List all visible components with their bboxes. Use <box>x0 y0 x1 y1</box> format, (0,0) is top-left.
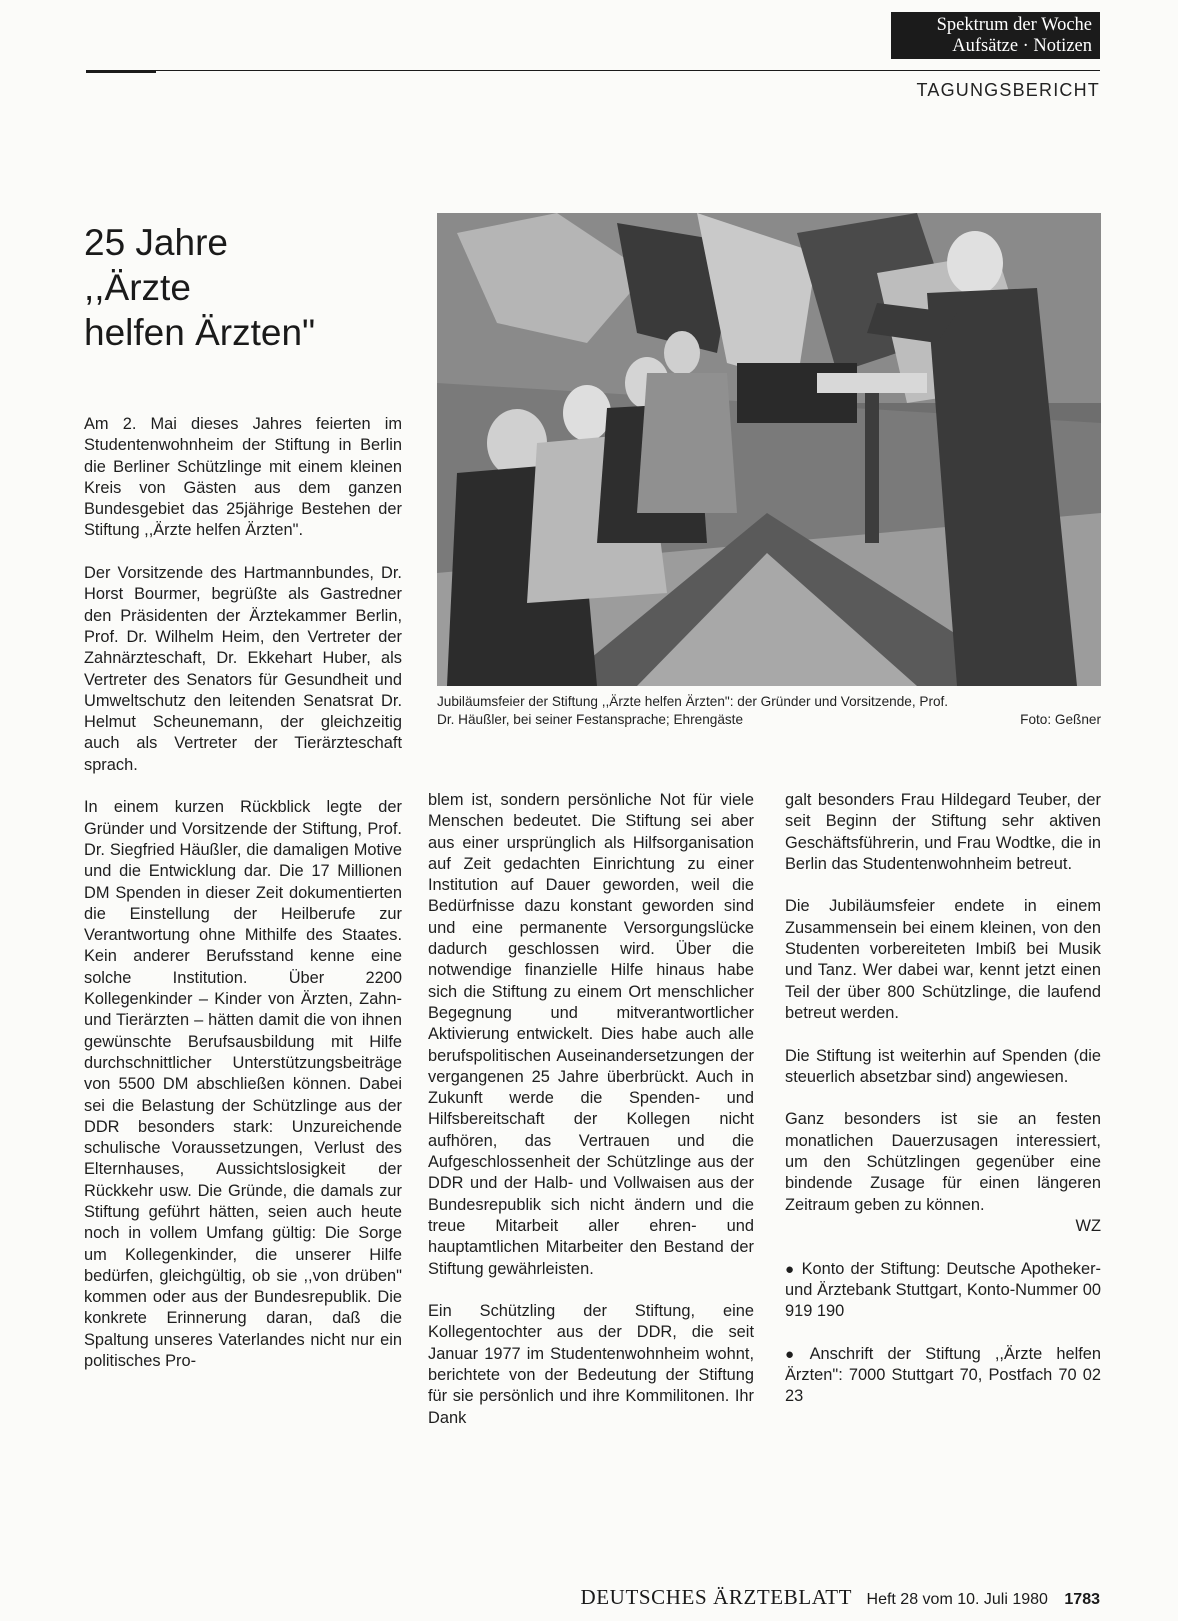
article-column-1 <box>84 414 402 1372</box>
headline-line-1: 25 Jahre <box>84 222 228 263</box>
note-address: ● Anschrift der Stiftung ,,Ärzte helfen Ärzten": 7000 Stuttgart 70, Postfach 70 02 23 <box>785 1344 1101 1408</box>
kicker: TAGUNGSBERICHT <box>916 80 1100 100</box>
issue-info: Heft 28 vom 10. Juli 1980 <box>866 1591 1048 1608</box>
header-rule-accent <box>86 70 156 73</box>
caption-line-2-row <box>437 711 1101 729</box>
paragraph-text: Ganz besonders ist sie an festen monatlichen Dauerzusagen interessiert, um den Schützlingen gegenüber eine bindende Zusage für einen längeren Zeitraum geben zu können. <box>785 1110 1101 1214</box>
page-number: 1783 <box>1064 1591 1100 1608</box>
article-column-2 <box>428 790 754 1429</box>
header-rule <box>86 70 1100 71</box>
author-signature: WZ <box>1075 1216 1101 1235</box>
paragraph: In einem kurzen Rückblick legte der Gründer und Vorsitzende der Stiftung, Prof. Dr. Siegfried Häußler, die damaligen Motive und die Entwicklung dar. Die 17 Millionen DM Spenden in dieser Zeit dokumentierten die Einstellung der Heilberufe zur Verantwortung ohne Mithilfe des Staates. Kein anderer Berufsstand kenne eine solche Institution. Über 2200 Kollegenkinder – Kinder von Ärzten, Zahn- und Tierärzten – hätten damit die von ihnen gewünschte Berufsausbildung mit Hilfe durchschnittlicher Unterstützungsbeiträge von 5500 DM abschließen können. Dabei sei die Belastung der Schützlinge aus der DDR besonders stark: Unzureichende schulische Voraussetzungen, Verlust des Elternhauses, Aussichtslosigkeit der Rückkehr usw. Die Gründe, die damals zur Stiftung geführt hätten, seien auch heute noch in vollem Umfang gültig: Die Sorge um Kollegenkinder, die unserer Hilfe bedürfen, gleichgültig, ob sie ,,von drüben" kommen oder aus der Bundesrepublik. Die konkrete Erinnerung daran, daß die Spaltung unseres Vaterlandes nicht nur ein politisches Pro- <box>84 798 402 1371</box>
section-badge <box>891 12 1100 59</box>
paragraph: Die Jubiläumsfeier endete in einem Zusammensein bei einem kleinen, von den Studenten vorbereiteten Imbiß bei Musik und Tanz. Wer dabei war, kennt jetzt einen Teil der über 800 Schützlinge, die laufend betreut werden. <box>785 897 1101 1022</box>
photo-caption <box>437 693 1101 729</box>
note-bank-account: ● Konto der Stiftung: Deutsche Apotheker- und Ärztebank Stuttgart, Konto-Nummer 00 919 190 <box>785 1259 1101 1323</box>
caption-line-2: Dr. Häußler, bei seiner Festansprache; Ehrengäste <box>437 712 744 727</box>
paragraph: Am 2. Mai dieses Jahres feierten im Studentenwohnheim der Stiftung in Berlin die Berliner Schützlinge mit einem kleinen Kreis von Gästen aus dem ganzen Bundesgebiet das 25jährige Bestehen der Stiftung ,,Ärzte helfen Ärzten". <box>84 415 402 540</box>
article-headline <box>84 220 404 355</box>
headline-line-2: ,,Ärzte <box>84 267 191 308</box>
caption-line-1: Jubiläumsfeier der Stiftung ,,Ärzte helfen Ärzten": der Gründer und Vorsitzende, Prof. <box>437 694 949 709</box>
paragraph <box>785 1109 1101 1237</box>
journal-name: DEUTSCHES ÄRZTEBLATT <box>580 1585 853 1609</box>
event-photo <box>437 213 1101 686</box>
paragraph: blem ist, sondern persönliche Not für viele Menschen bedeutet. Die Stiftung sei aber aus einer ursprünglich als Hilfsorganisation auf Zeit gedachten Einrichtung zu einer Institution auf Dauer geworden, weil die Bedürfnisse dazu konstant geworden sind und eine permanente Versorgungslücke dadurch geschlossen wird. Über die notwendige finanzielle Hilfe hinaus habe sich die Stiftung zu einem Ort menschlicher Begegnung und mitverantwortlicher Aktivierung entwickelt. Dies habe auch alle berufspolitischen Auseinandersetzungen der vergangenen 25 Jahre überbrückt. Auch in Zukunft werde die Spenden- und Hilfsbereitschaft der Kollegen nicht aufhören, das Vertrauen und die Aufgeschlossenheit der Schützlinge aus der DDR und der Halb- und Vollwaisen aus der Bundesrepublik sich nicht ändern und die treue Mitarbeit aller ehren- und hauptamtlichen Mitarbeiter den Bestand der Stiftung gewährleisten. <box>428 791 754 1278</box>
article-column-3 <box>785 790 1101 1408</box>
photo-credit: Foto: Geßner <box>1020 712 1101 727</box>
paragraph: Der Vorsitzende des Hartmannbundes, Dr. Horst Bourmer, begrüßte als Gastredner den Präsidenten der Ärztekammer Berlin, Prof. Dr. Wilhelm Heim, den Vertreter der Zahnärzteschaft, Dr. Ekkehart Huber, als Vertreter des Senators für Gesundheit und Umweltschutz den leitenden Senatsrat Dr. Helmut Scheunemann, der gleichzeitig auch als Vertreter der Tierärzteschaft sprach. <box>84 564 402 774</box>
paragraph: galt besonders Frau Hildegard Teuber, der seit Beginn der Stiftung sehr aktiven Geschäftsführerin, und Frau Wodtke, die in Berlin das Studentenwohnheim betreut. <box>785 791 1101 873</box>
headline-line-3: helfen Ärzten" <box>84 312 316 353</box>
event-photo-image <box>437 213 1101 686</box>
section-line-1: Spektrum der Woche <box>936 15 1092 35</box>
paragraph: Die Stiftung ist weiterhin auf Spenden (die steuerlich absetzbar sind) angewiesen. <box>785 1046 1101 1086</box>
paragraph: Ein Schützling der Stiftung, eine Kollegentochter aus der DDR, die seit Januar 1977 im Studentenwohnheim wohnt, berichtete von der Bedeutung der Stiftung für sie persönlich und ihre Kommilitonen. Ihr Dank <box>428 1302 754 1427</box>
page-footer <box>580 1585 1100 1610</box>
section-line-2: Aufsätze · Notizen <box>952 36 1092 56</box>
